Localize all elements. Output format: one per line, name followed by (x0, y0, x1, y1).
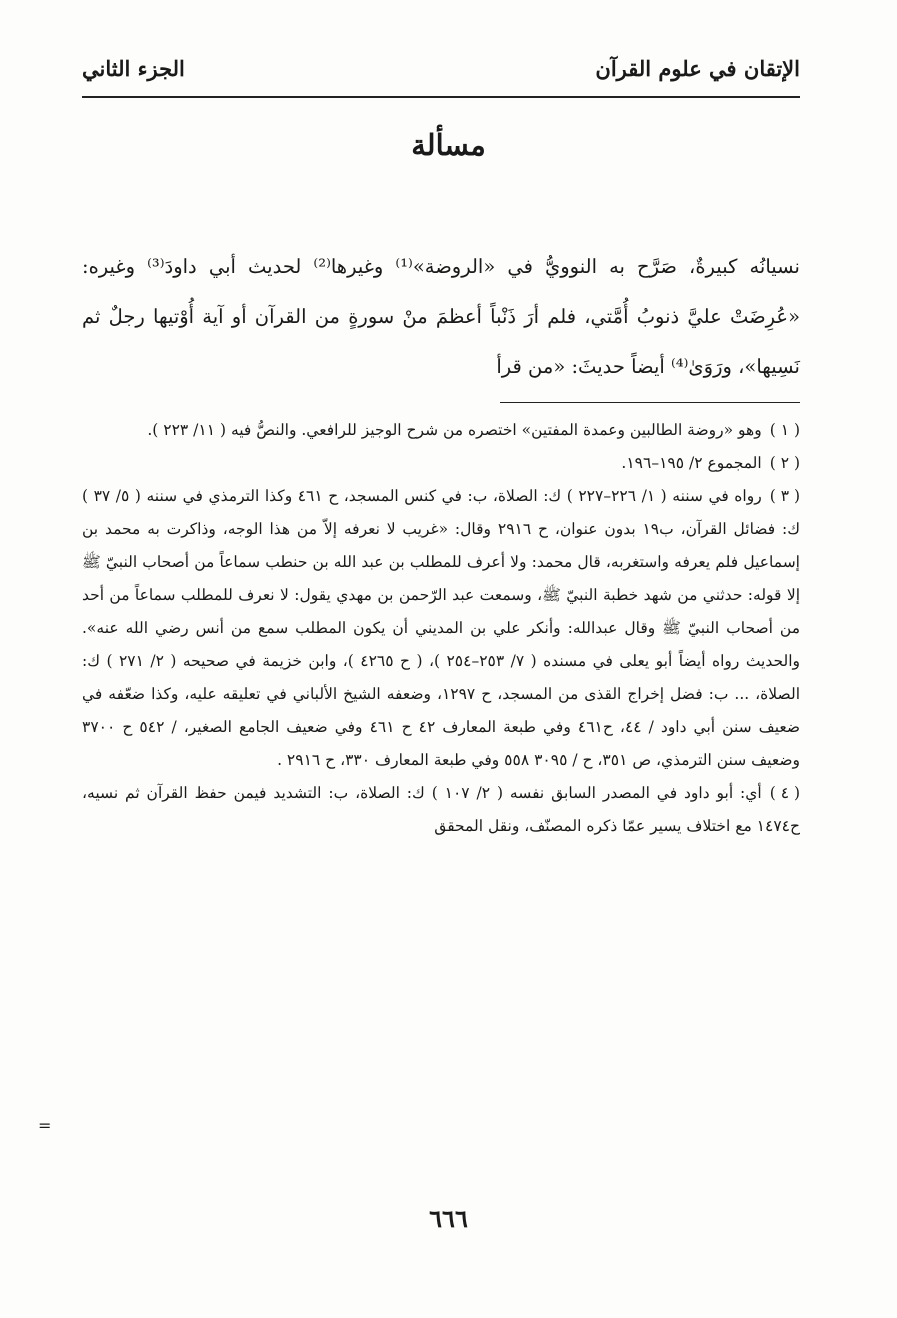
page-number: ٦٦٦ (429, 1204, 468, 1233)
footnote-label: ( ٣ ) (769, 487, 800, 505)
footnote-4 (82, 777, 800, 843)
main-text-block (82, 242, 800, 392)
footnote-text: رواه في سننه ( ١/ ٢٢٦–٢٢٧ ) ك: الصلاة، ب: في كنس المسجد، ح ٤٦١ وكذا الترمذي في سننه ( ٥/ ٣٧ ) ك: فضائل القرآن، ب١٩ بدون عنوان، ح ٢٩١٦ وقال: «غريب لا نعرفه إلاّ من هذا الوجه، وذاكرت به محمد بن إسماعيل فلم يعرفه واستغربه، قال محمد: ولا أعرف للمطلب بن عبد الله بن حنطب سماعاً من أصحاب النبيّ ﷺ إلا قوله: حدثني من شهد خطبة النبيّ ﷺ، وسمعت عبد الرّحمن بن مهدي يقول: لا نعرف للمطلب سماعاً من أحد من أصحاب النبيّ ﷺ وقال عبدالله: وأنكر علي بن المديني أن يكون المطلب سمع من أنس رضي الله عنه». والحديث رواه أيضاً أبو يعلى في مسنده ( ٧/ ٢٥٣–٢٥٤ )، ( ح ٤٢٦٥ )، وابن خزيمة في صحيحه ( ٢/ ٢٧١ ) ك: الصلاة، ... ب: فضل إخراج القذى من المسجد، ح ١٢٩٧، وضعفه الشيخ الألباني في تعليقه عليه، وكذا ضعّفه في ضعيف سنن أبي داود / ٤٤، ح٤٦١ وفي طبعة المعارف ٤٢ ح ٤٦١ وفي ضعيف الجامع الصغير، / ٥٤٢ ح ٣٧٠٠ وضعيف سنن الترمذي، ص ٣٥١، ح / ٣٠٩٥ ٥٥٨ وفي طبعة المعارف ٣٣٠، ح ٢٩١٦ . (82, 487, 801, 769)
footnote-label: ( ٤ ) (769, 784, 800, 802)
running-header (82, 48, 800, 98)
footnote-label: ( ٢ ) (769, 454, 800, 472)
footnote-text: المجموع ٢/ ١٩٥–١٩٦. (621, 454, 762, 472)
footnote-1 (82, 414, 800, 447)
continuation-mark: = (38, 1116, 52, 1135)
footnote-label: ( ١ ) (769, 421, 800, 439)
footnote-text: أي: أبو داود في المصدر السابق نفسه ( ٢/ ١٠٧ ) ك: الصلاة، ب: التشديد فيمن حفظ القرآن ثم نسيه، ح١٤٧٤ مع اختلاف يسير عمّا ذكره المصنّف، ونقل المحقق (82, 784, 800, 835)
footnote-separator (500, 402, 800, 403)
footnote-text: وهو «روضة الطالبين وعمدة المفتين» اختصره من شرح الوجيز للرافعي. والنصُّ فيه ( ١١/ ٢٢٣ ). (147, 421, 762, 439)
volume-label: الجزء الثاني (82, 56, 185, 81)
main-paragraph: نسيانُه كبيرةٌ، صَرَّح به النوويُّ في «الروضة»⁽¹⁾ وغيرها⁽²⁾ لحديث أبي داودَ⁽³⁾ وغيره: «عُرِضَتْ عليَّ ذنوبُ أُمَّتي، فلم أرَ ذَنْباً أعظمَ منْ سورةٍ من القرآن أو آية أُوْتيها رجلٌ ثم نَسِيها»، ورَوَىٰ⁽⁴⁾ أيضاً حديثَ: «من قرأ (82, 255, 800, 378)
book-title: الإتقان في علوم القرآن (595, 56, 800, 81)
footnote-2 (82, 447, 800, 480)
section-title: مسألة (411, 128, 486, 162)
footnotes (82, 414, 800, 843)
footnote-3 (82, 480, 800, 777)
